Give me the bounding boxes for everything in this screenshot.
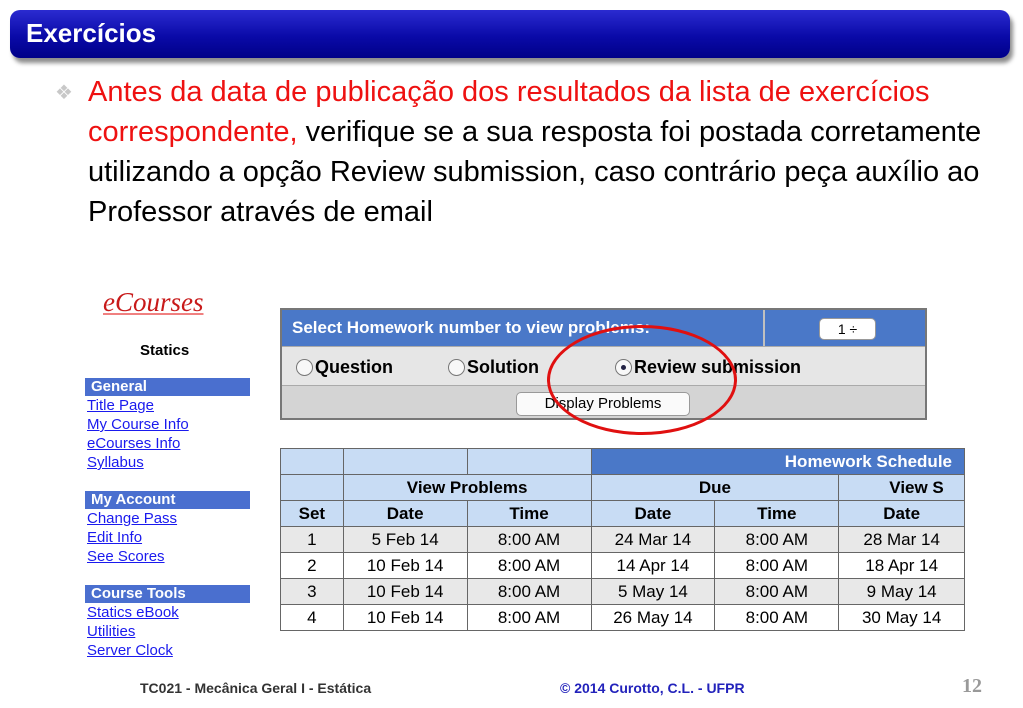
group-view-problems: View Problems [343, 475, 591, 501]
radio-solution[interactable] [448, 357, 539, 378]
empty-cell [281, 449, 344, 475]
bullet-text-black: verifique se a sua resposta foi postada corretamente utilizando a opção Review submission, caso contrário peça auxílio ao Professor através de email [88, 116, 982, 228]
radio-question-label: Question [315, 357, 394, 377]
cell: 8:00 AM [467, 527, 591, 553]
table-row [281, 553, 965, 579]
cell: 8:00 AM [467, 553, 591, 579]
footer-course: TC021 - Mecânica Geral I - Estática [140, 680, 372, 696]
cell: 26 May 14 [591, 605, 715, 631]
cell: 8:00 AM [467, 579, 591, 605]
page-number: 12 [962, 675, 982, 697]
diamond-bullet-icon: ❖ [55, 82, 73, 104]
cell: 3 [281, 579, 344, 605]
cell: 10 Feb 14 [343, 605, 467, 631]
sidebar-link-edit-info[interactable]: Edit Info [87, 529, 143, 546]
display-problems-button[interactable]: Display Problems [516, 392, 690, 416]
sidebar-link-title-page[interactable]: Title Page [87, 397, 154, 414]
sidebar-link-see-scores[interactable]: See Scores [87, 548, 165, 565]
cell: 5 Feb 14 [343, 527, 467, 553]
sidebar-link-syllabus[interactable]: Syllabus [87, 454, 144, 471]
cell: 8:00 AM [467, 605, 591, 631]
homework-schedule-table [280, 448, 965, 631]
cell: 2 [281, 553, 344, 579]
radio-solution-label: Solution [467, 357, 539, 377]
bullet-text [88, 72, 988, 232]
cell: 10 Feb 14 [343, 553, 467, 579]
schedule-title: Homework Schedule [591, 449, 965, 475]
ecourses-screenshot [85, 283, 965, 658]
sidebar-link-ecourses-info[interactable]: eCourses Info [87, 435, 181, 452]
group-view-solutions: View S [839, 475, 965, 501]
footer-copyright: © 2014 Curotto, C.L. - UFPR [560, 680, 745, 696]
red-highlight-ellipse [547, 325, 737, 435]
radio-question[interactable] [296, 357, 393, 378]
sidebar-link-my-course-info[interactable]: My Course Info [87, 416, 189, 433]
table-row [281, 527, 965, 553]
col-set: Set [281, 501, 344, 527]
cell: 8:00 AM [715, 605, 839, 631]
cell: 24 Mar 14 [591, 527, 715, 553]
radio-circle-icon [448, 359, 465, 376]
slide-title: Exercícios [26, 18, 157, 48]
cell: 8:00 AM [715, 527, 839, 553]
col-time: Time [715, 501, 839, 527]
course-name: Statics [140, 342, 190, 359]
ecourses-logo: eCourses [103, 287, 204, 317]
group-due: Due [591, 475, 839, 501]
empty-cell [343, 449, 467, 475]
cell: 28 Mar 14 [839, 527, 965, 553]
table-row [281, 605, 965, 631]
sidebar-link-utilities[interactable]: Utilities [87, 623, 136, 640]
cell: 9 May 14 [839, 579, 965, 605]
cell: 8:00 AM [715, 553, 839, 579]
sidebar-heading-general: General [85, 378, 250, 396]
col-time: Time [467, 501, 591, 527]
sidebar-link-statics-ebook[interactable]: Statics eBook [87, 604, 179, 621]
empty-cell [281, 475, 344, 501]
sidebar-heading-course-tools: Course Tools [85, 585, 250, 603]
bullet-text-red: Antes da data de publicação dos resultados da lista de exercícios correspondente, [88, 76, 930, 148]
sidebar-heading-my-account: My Account [85, 491, 250, 509]
cell: 4 [281, 605, 344, 631]
title-bar [10, 10, 1010, 58]
cell: 8:00 AM [715, 579, 839, 605]
sidebar-link-change-pass[interactable]: Change Pass [87, 510, 178, 527]
table-row [281, 579, 965, 605]
cell: 18 Apr 14 [839, 553, 965, 579]
homework-number-stepper[interactable]: 1 ÷ [819, 318, 876, 340]
col-date: Date [591, 501, 715, 527]
cell: 5 May 14 [591, 579, 715, 605]
cell: 14 Apr 14 [591, 553, 715, 579]
sidebar [85, 378, 250, 658]
cell: 30 May 14 [839, 605, 965, 631]
cell: 1 [281, 527, 344, 553]
cell: 10 Feb 14 [343, 579, 467, 605]
col-date: Date [343, 501, 467, 527]
homework-select-label: Select Homework number to view problems: [292, 318, 651, 337]
col-date: Date [839, 501, 965, 527]
sidebar-link-server-clock[interactable]: Server Clock [87, 642, 173, 658]
radio-circle-icon [296, 359, 313, 376]
empty-cell [467, 449, 591, 475]
radio-review-label: Review submission [634, 357, 802, 377]
